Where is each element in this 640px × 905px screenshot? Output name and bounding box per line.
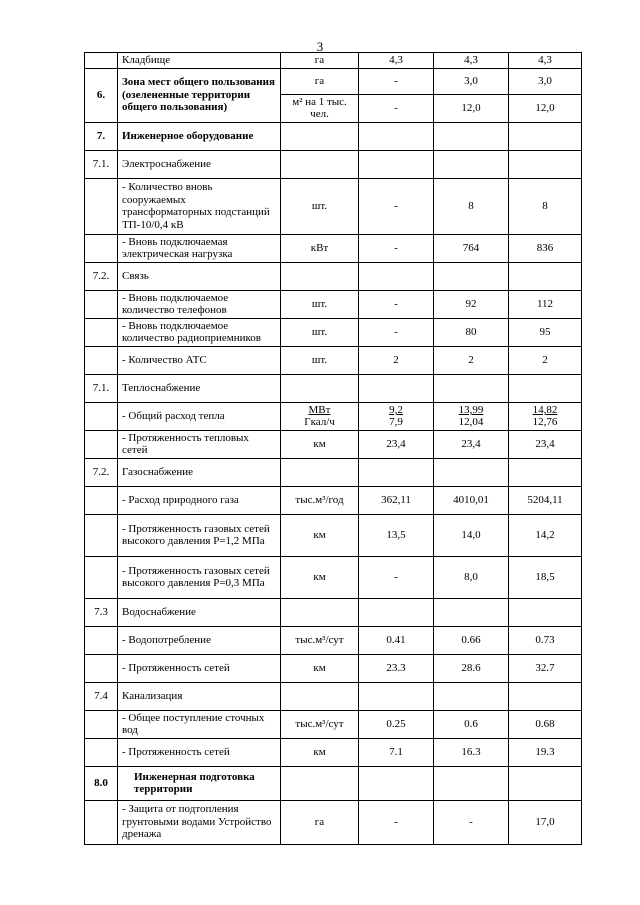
row-value: 95 — [509, 318, 582, 346]
value-numerator: 13,99 — [458, 404, 484, 416]
row-value: 23.3 — [359, 654, 434, 682]
row-name: Газоснабжение — [118, 458, 281, 486]
row-value — [509, 122, 582, 150]
row-value: 14,0 — [434, 514, 509, 556]
row-value: 5204,11 — [509, 486, 582, 514]
row-value: 112 — [509, 290, 582, 318]
row-value: - — [359, 234, 434, 262]
row-value: 23,4 — [509, 430, 582, 458]
row-value — [509, 682, 582, 710]
value-numerator: 14,82 — [532, 404, 558, 416]
row-unit — [281, 402, 359, 430]
row-name: Инженерное оборудование — [118, 122, 281, 150]
row-value: 0.73 — [509, 626, 582, 654]
table-row — [85, 374, 582, 402]
row-value: 0.25 — [359, 710, 434, 738]
row-value: 2 — [509, 346, 582, 374]
row-value: 836 — [509, 234, 582, 262]
row-value: 2 — [434, 346, 509, 374]
row-unit: км — [281, 514, 359, 556]
row-name: - Вновь подключаемая электрическая нагрузка — [118, 234, 281, 262]
table-row — [85, 514, 582, 556]
row-value: 0.41 — [359, 626, 434, 654]
row-name: - Общий расход тепла — [118, 402, 281, 430]
row-value: - — [359, 318, 434, 346]
table-row — [85, 626, 582, 654]
row-unit — [281, 766, 359, 800]
row-value — [434, 262, 509, 290]
row-name: Канализация — [118, 682, 281, 710]
value-denominator: 12,04 — [458, 416, 484, 428]
row-number — [85, 738, 118, 766]
row-name: Электроснабжение — [118, 150, 281, 178]
row-number — [85, 290, 118, 318]
row-number: 6. — [85, 68, 118, 122]
row-number — [85, 178, 118, 234]
row-unit: шт. — [281, 346, 359, 374]
row-number — [85, 626, 118, 654]
row-unit: м² на 1 тыс. чел. — [281, 94, 359, 122]
table-row — [85, 654, 582, 682]
row-value: 17,0 — [509, 800, 582, 844]
row-number — [85, 514, 118, 556]
table-row — [85, 800, 582, 844]
row-value: - — [359, 94, 434, 122]
row-unit: тыс.м³/сут — [281, 710, 359, 738]
row-number: 7.2. — [85, 458, 118, 486]
row-number: 7.2. — [85, 262, 118, 290]
row-value: 7.1 — [359, 738, 434, 766]
row-value: - — [359, 800, 434, 844]
row-unit: км — [281, 654, 359, 682]
row-value: 0.68 — [509, 710, 582, 738]
row-value: - — [359, 178, 434, 234]
row-unit: га — [281, 53, 359, 69]
row-unit: км — [281, 430, 359, 458]
row-name: Водоснабжение — [118, 598, 281, 626]
row-name: - Количество вновь сооружаемых трансформаторных подстанций ТП-10/0,4 кВ — [118, 178, 281, 234]
row-value: 362,11 — [359, 486, 434, 514]
table-row — [85, 318, 582, 346]
row-unit: шт. — [281, 290, 359, 318]
value-denominator: 12,76 — [532, 416, 558, 428]
row-unit — [281, 682, 359, 710]
row-value: 4010,01 — [434, 486, 509, 514]
row-value: 23,4 — [359, 430, 434, 458]
row-name: Теплоснабжение — [118, 374, 281, 402]
row-value — [434, 766, 509, 800]
indicators-table — [84, 52, 582, 845]
row-unit — [281, 262, 359, 290]
row-value — [509, 766, 582, 800]
row-value: 8,0 — [434, 556, 509, 598]
table-row — [85, 346, 582, 374]
row-unit: тыс.м³/год — [281, 486, 359, 514]
row-value — [434, 458, 509, 486]
row-name: Связь — [118, 262, 281, 290]
row-value: 4,3 — [509, 53, 582, 69]
row-value: 0.6 — [434, 710, 509, 738]
row-name: - Протяженность тепловых сетей — [118, 430, 281, 458]
row-value — [434, 150, 509, 178]
row-unit — [281, 374, 359, 402]
row-number — [85, 486, 118, 514]
table-row — [85, 262, 582, 290]
row-unit — [281, 598, 359, 626]
table-row — [85, 458, 582, 486]
row-value: - — [359, 68, 434, 94]
row-name: - Протяженность сетей — [118, 654, 281, 682]
table-row — [85, 53, 582, 69]
unit-denominator: Гкал/ч — [304, 416, 335, 428]
row-unit: шт. — [281, 178, 359, 234]
row-number: 7.1. — [85, 150, 118, 178]
row-number — [85, 234, 118, 262]
row-value — [434, 682, 509, 710]
row-number — [85, 53, 118, 69]
row-number: 8.0 — [85, 766, 118, 800]
row-value: 19.3 — [509, 738, 582, 766]
row-value: 8 — [434, 178, 509, 234]
row-value: 92 — [434, 290, 509, 318]
row-value: 764 — [434, 234, 509, 262]
row-unit: га — [281, 800, 359, 844]
row-unit: тыс.м³/сут — [281, 626, 359, 654]
row-value: - — [434, 800, 509, 844]
unit-numerator: МВт — [308, 404, 331, 416]
value-numerator: 9,2 — [389, 404, 403, 416]
row-unit: шт. — [281, 318, 359, 346]
row-name: - Протяженность газовых сетей высокого давления Р=0,3 МПа — [118, 556, 281, 598]
row-name: - Водопотребление — [118, 626, 281, 654]
row-number — [85, 710, 118, 738]
row-value — [359, 150, 434, 178]
row-value: 2 — [359, 346, 434, 374]
table-row — [85, 556, 582, 598]
row-value — [509, 374, 582, 402]
row-value: 3,0 — [434, 68, 509, 94]
row-number — [85, 800, 118, 844]
row-number — [85, 654, 118, 682]
row-number: 7. — [85, 122, 118, 150]
row-value: 12,0 — [509, 94, 582, 122]
row-value — [509, 598, 582, 626]
value-denominator: 7,9 — [389, 416, 403, 428]
table-row — [85, 122, 582, 150]
row-value: 12,0 — [434, 94, 509, 122]
table-row — [85, 290, 582, 318]
table-row — [85, 68, 582, 94]
row-value: - — [359, 290, 434, 318]
table-row — [85, 738, 582, 766]
row-value: - — [359, 556, 434, 598]
row-value: 80 — [434, 318, 509, 346]
row-value: 4,3 — [434, 53, 509, 69]
row-value — [434, 374, 509, 402]
row-name: - Протяженность газовых сетей высокого давления Р=1,2 МПа — [118, 514, 281, 556]
row-value — [509, 458, 582, 486]
row-value: 18,5 — [509, 556, 582, 598]
row-name: - Количество АТС — [118, 346, 281, 374]
row-name: Инженерная подготовка территории — [118, 766, 281, 800]
row-value — [509, 402, 582, 430]
row-value — [359, 122, 434, 150]
row-value — [434, 402, 509, 430]
row-name: - Протяженность сетей — [118, 738, 281, 766]
table-row — [85, 598, 582, 626]
row-value — [359, 682, 434, 710]
row-number: 7.4 — [85, 682, 118, 710]
row-name: - Общее поступление сточных вод — [118, 710, 281, 738]
row-value: 16.3 — [434, 738, 509, 766]
row-number — [85, 556, 118, 598]
row-name: - Вновь подключаемое количество радиоприемников — [118, 318, 281, 346]
row-number — [85, 346, 118, 374]
row-value: 13,5 — [359, 514, 434, 556]
page-number: 3 — [316, 39, 324, 54]
row-value: 3,0 — [509, 68, 582, 94]
row-number: 7.1. — [85, 374, 118, 402]
table-row — [85, 682, 582, 710]
row-value — [509, 150, 582, 178]
row-unit — [281, 122, 359, 150]
row-unit: км — [281, 556, 359, 598]
table-row — [85, 402, 582, 430]
row-unit: га — [281, 68, 359, 94]
table-row — [85, 430, 582, 458]
row-value — [359, 402, 434, 430]
row-unit — [281, 150, 359, 178]
table-row — [85, 178, 582, 234]
table-row — [85, 766, 582, 800]
row-name: - Защита от подтопления грунтовыми водами Устройство дренажа — [118, 800, 281, 844]
row-name: Кладбище — [118, 53, 281, 69]
row-name: - Вновь подключаемое количество телефонов — [118, 290, 281, 318]
row-value: 4,3 — [359, 53, 434, 69]
row-number — [85, 430, 118, 458]
row-value — [359, 262, 434, 290]
row-value — [359, 766, 434, 800]
row-value: 32.7 — [509, 654, 582, 682]
row-value — [359, 374, 434, 402]
table-row — [85, 150, 582, 178]
row-value — [359, 458, 434, 486]
row-value — [434, 122, 509, 150]
row-unit: кВт — [281, 234, 359, 262]
table-row — [85, 234, 582, 262]
row-number — [85, 402, 118, 430]
row-unit: км — [281, 738, 359, 766]
row-value: 23,4 — [434, 430, 509, 458]
table-row — [85, 486, 582, 514]
row-value: 14,2 — [509, 514, 582, 556]
row-unit — [281, 458, 359, 486]
row-number — [85, 318, 118, 346]
row-name: - Расход природного газа — [118, 486, 281, 514]
row-value: 28.6 — [434, 654, 509, 682]
row-value: 8 — [509, 178, 582, 234]
row-name: Зона мест общего пользования (озелененные территории общего пользования) — [118, 68, 281, 122]
table-row — [85, 710, 582, 738]
row-number: 7.3 — [85, 598, 118, 626]
row-value — [434, 598, 509, 626]
row-value — [509, 262, 582, 290]
row-value: 0.66 — [434, 626, 509, 654]
row-value — [359, 598, 434, 626]
